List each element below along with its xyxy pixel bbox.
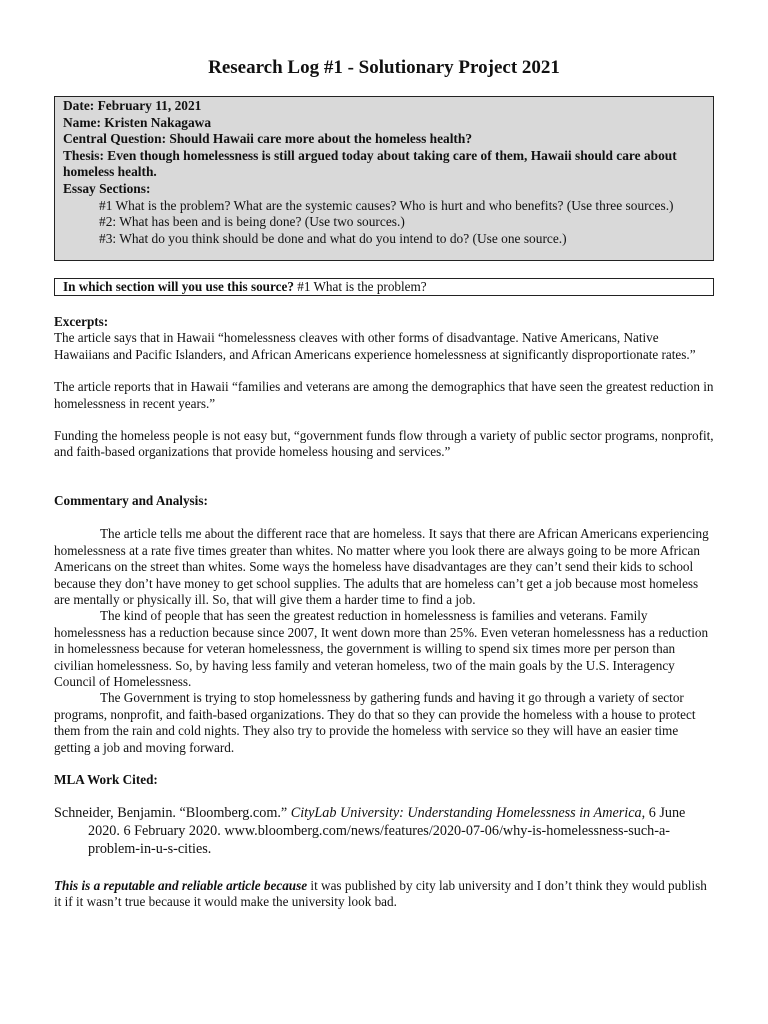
- commentary-block: [54, 493, 716, 756]
- excerpt-2: The article reports that in Hawaii “families and veterans are among the demographics that have seen the greatest reduction in homelessness in recent years.”: [54, 379, 714, 411]
- excerpt-1: The article says that in Hawaii “homelessness cleaves with other forms of disadvantage. Native Americans, Native Hawaiians and Pacific Islanders, and African Americans experience homelessness at significantly disproportionate rates.”: [54, 330, 696, 362]
- excerpts-block: [54, 314, 716, 461]
- source-section-label: In which section will you use this source?: [63, 279, 294, 294]
- reliability-reason: it was published by city lab university and I don’t think they would publish it if it wasn’t true because it would make the university look bad.: [54, 878, 707, 910]
- name-line: Name: Kristen Nakagawa: [63, 114, 212, 130]
- mla-block: [54, 772, 716, 858]
- citation-details: , 6 June 2020. 6 February 2020. www.bloomberg.com/news/features/2020-07-06/why-is-homelessness-such-a-problem-in-u-s-cities.: [88, 805, 686, 857]
- reliability-statement: [54, 878, 716, 911]
- source-section-value: #1 What is the problem?: [293, 279, 427, 294]
- essay-section-3: #3: What do you think should be done and what do you intend to do? (Use one source.): [99, 230, 567, 246]
- central-question-line: Central Question: Should Hawaii care more about the homeless health?: [63, 131, 473, 147]
- citation-publication: CityLab University: Understanding Homelessness in America: [290, 805, 642, 822]
- essay-section-1: #1 What is the problem? What are the systemic causes? Who is hurt and who benefits? (Use three sources.): [99, 197, 674, 213]
- excerpt-3: Funding the homeless people is not easy but, “government funds flow through a variety of public sector programs, nonprofit, and faith-based organizations that provide homeless housing and services.”: [54, 428, 714, 460]
- source-section-box: [54, 278, 714, 296]
- commentary-paragraph-3: The Government is trying to stop homelessness by gathering funds and having it go through a variety of sector programs, nonprofit, and faith-based organizations. They do that so they can provide the homeless with a house to protect them from the rain and cold nights. They also try to provide the homeless with service so they will have an easier time getting a job and moving forward.: [54, 690, 696, 755]
- reliability-block: [54, 878, 716, 911]
- excerpts-heading: Excerpts:: [54, 314, 109, 329]
- page-title: Research Log #1 - Solutionary Project 2021: [208, 57, 560, 78]
- essay-sections-label: Essay Sections:: [63, 180, 151, 196]
- thesis-line: Thesis: Even though homelessness is still argued today about taking care of them, Hawaii should care about homeless health.: [63, 147, 677, 180]
- commentary-paragraph-2: The kind of people that has seen the greatest reduction in homelessness is families and veterans. Family homelessness has a reduction because since 2007, It went down more than 25%. Even veteran homelessness has a reduction in homelessness because for veteran homelessness, the government is willing to spend six times more per person than civilian homelessness. So, by having less family and veteran homeless, two of the main goals by the U.S. Interagency Council of Homelessness.: [54, 608, 709, 690]
- commentary-paragraph-1: The article tells me about the different race that are homeless. It says that there are African Americans experiencing homelessness at a rate five times greater than whites. No matter where you look there are always going to be more African Americans on the street than whites. Some ways the homeless have disadvantages are they can’t send their kids to school because they don’t have money to get school supplies. The adults that are homeless can’t get a job because most homeless are mentally or physically ill. So, that will give them a harder time to find a job.: [54, 526, 709, 608]
- reliability-lead: This is a reputable and reliable article because: [54, 878, 308, 893]
- citation-author-title: Schneider, Benjamin. “Bloomberg.com.”: [54, 805, 291, 822]
- date-line: Date: February 11, 2021: [63, 98, 202, 113]
- mla-heading: MLA Work Cited:: [54, 772, 158, 787]
- info-box: [54, 96, 714, 261]
- essay-section-2: #2: What has been and is being done? (Use two sources.): [99, 214, 405, 230]
- mla-citation: [54, 805, 716, 858]
- commentary-heading: Commentary and Analysis:: [54, 493, 208, 508]
